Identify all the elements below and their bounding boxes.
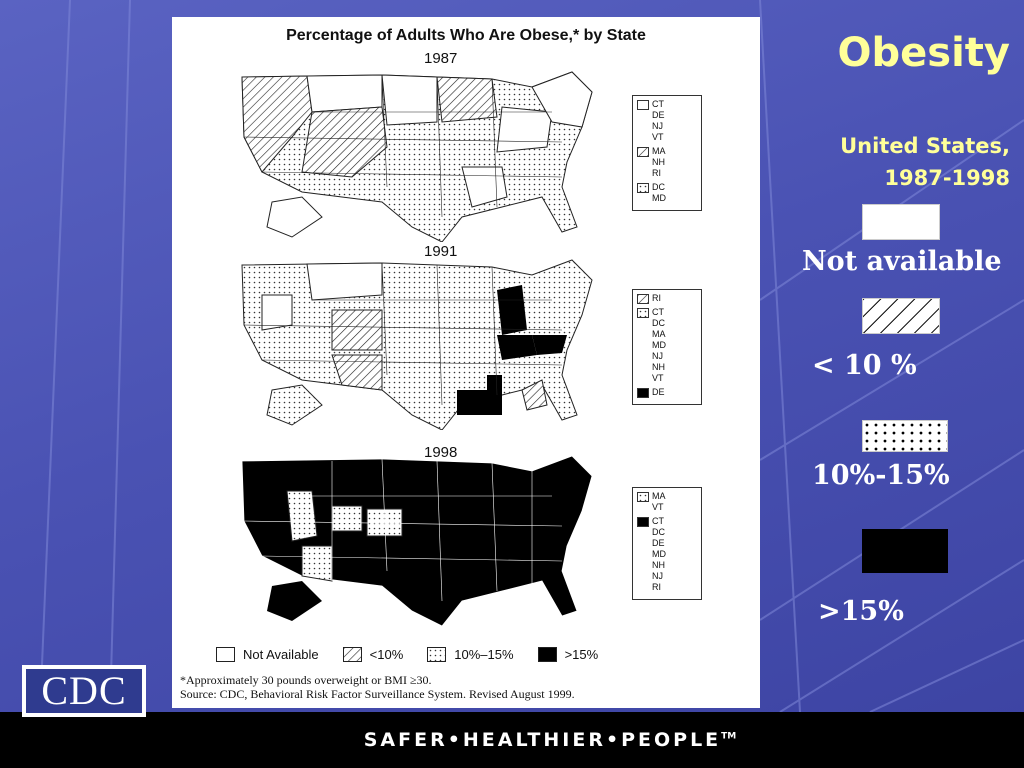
map-legend-1991: RI CT DC MA MD NJ NH VT DE [632, 289, 702, 405]
legend-swatch-hatch [637, 294, 649, 304]
cdc-logo [22, 665, 146, 717]
key-label-over-15: >15% [818, 596, 904, 627]
us-map-1998 [232, 451, 632, 626]
figure-legend-item: 10%–15% [427, 647, 513, 662]
key-swatch-10-15 [862, 420, 948, 452]
key-swatch-under-10 [862, 298, 940, 334]
map-year-1998: 1998 [424, 444, 458, 461]
slide-subtitle: United States, 1987-1998 [840, 134, 1010, 190]
cdc-logo-text: CDC [26, 669, 142, 713]
map-legend-1998: MA VT CT DC DE MD NH NJ RI [632, 487, 702, 600]
figure-legend-item: >15% [538, 647, 599, 662]
obesity-figure [172, 17, 760, 708]
legend-swatch-none [637, 100, 649, 110]
legend-swatch-hatch [343, 647, 362, 662]
map-legend-1987: CT DE NJ VT MA NH RI DC MD [632, 95, 702, 211]
legend-swatch-solid [637, 517, 649, 527]
figure-legend-item: <10% [343, 647, 404, 662]
slide-title: Obesity [837, 30, 1010, 76]
map-year-1991: 1991 [424, 243, 458, 260]
figure-title: Percentage of Adults Who Are Obese,* by State [286, 27, 646, 44]
key-label-not-available: Not available [802, 246, 1002, 277]
legend-swatch-solid [637, 388, 649, 398]
key-swatch-over-15 [862, 529, 948, 573]
legend-swatch-dots [427, 647, 446, 662]
us-map-1991 [232, 255, 632, 430]
footer-tagline: SAFER•HEALTHIER•PEOPLE™ [363, 729, 737, 751]
legend-swatch-hatch [637, 147, 649, 157]
key-label-10-15: 10%-15% [812, 460, 950, 491]
figure-footnote: *Approximately 30 pounds overweight or BMI ≥30. Source: CDC, Behavioral Risk Factor Surveillance System. Revised August 1999. [180, 673, 575, 701]
figure-legend-item: Not Available [216, 647, 319, 662]
legend-swatch-dots [637, 183, 649, 193]
figure-legend [216, 647, 736, 662]
us-map-1987 [232, 67, 632, 242]
legend-swatch-dots [637, 492, 649, 502]
legend-swatch-dots [637, 308, 649, 318]
key-swatch-not-available [862, 204, 940, 240]
key-label-under-10: < 10 % [812, 350, 917, 381]
map-year-1987: 1987 [424, 50, 458, 67]
legend-swatch-solid [538, 647, 557, 662]
legend-swatch-none [216, 647, 235, 662]
